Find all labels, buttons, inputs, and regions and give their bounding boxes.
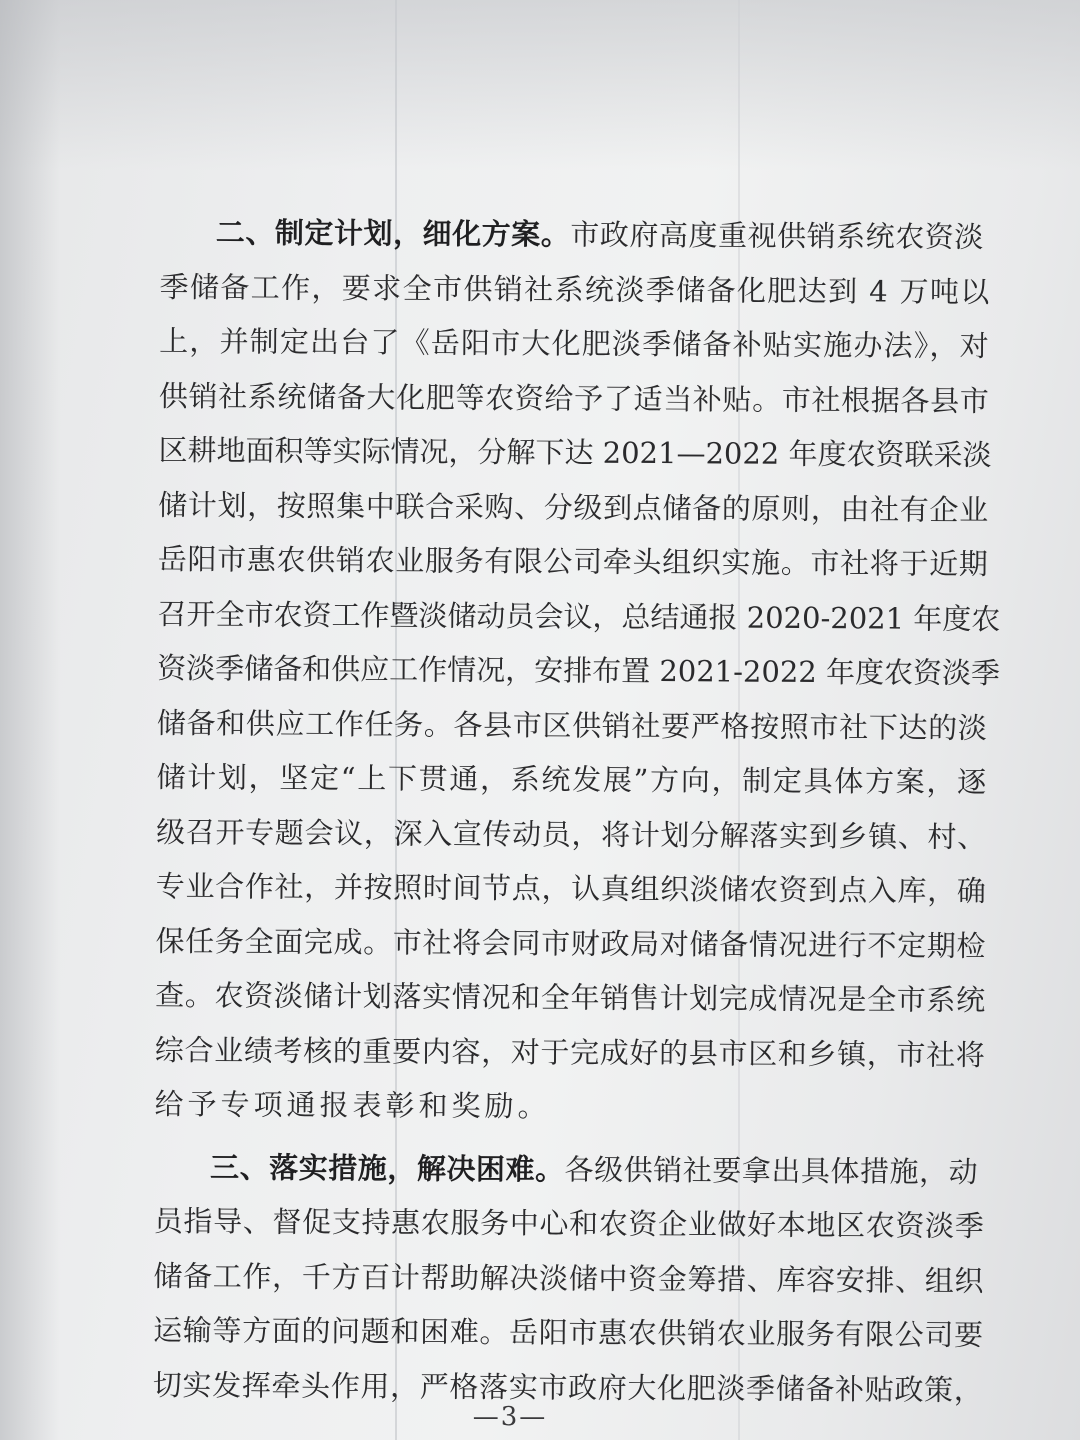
section3-first-line bbox=[154, 1139, 984, 1199]
body-line: 季储备工作，要求全市供销社系统淡季储备化肥达到 4 万吨以 bbox=[159, 269, 991, 309]
body-line: 运输等方面的问题和困难。岳阳市惠农供销农业服务有限公司要 bbox=[153, 1312, 984, 1353]
page-shadow-top bbox=[0, 0, 1080, 170]
page-shadow-left bbox=[0, 0, 60, 1440]
body-line: 岳阳市惠农供销农业服务有限公司牵头组织实施。市社将于近期 bbox=[157, 541, 989, 582]
document-body bbox=[152, 205, 1001, 1417]
body-line: 市政府高度重视供销系统农资淡 bbox=[570, 217, 985, 255]
body-line: 储备和供应工作任务。各县市区供销社要严格按照市社下达的淡 bbox=[156, 705, 988, 745]
section3-heading: 三、落实措施，解决困难。 bbox=[210, 1149, 565, 1186]
body-line: 储计划，坚定“上下贯通，系统发展”方向，制定具体方案，逐 bbox=[156, 759, 988, 800]
body-line: 供销社系统储备大化肥等农资给予了适当补贴。市社根据各县市 bbox=[158, 378, 990, 418]
body-line: 储计划，按照集中联合采购、分级到点储备的原则，由社有企业 bbox=[158, 487, 989, 527]
body-line: 级召开专题会议，深入宣传动员，将计划分解落实到乡镇、村、 bbox=[156, 814, 987, 854]
body-line: 各级供销社要拿出具体措施，动 bbox=[564, 1151, 979, 1189]
section2-first-line bbox=[160, 205, 990, 265]
body-line: 给予专项通报表彰和奖励。 bbox=[154, 1086, 551, 1124]
body-line: 保任务全面完成。市社将会同市财政局对储备情况进行不定期检 bbox=[155, 923, 987, 963]
body-line: 资淡季储备和供应工作情况，安排布置 2021-2022 年度农资淡季 bbox=[157, 650, 1001, 691]
page-number: —3— bbox=[472, 1402, 548, 1432]
body-line: 上，并制定出台了《岳阳市大化肥淡季储备补贴实施办法》，对 bbox=[159, 323, 990, 364]
section2-heading: 二、制定计划，细化方案。 bbox=[215, 215, 571, 252]
body-line: 员指导、督促支持惠农服务中心和农资企业做好本地区农资淡季 bbox=[153, 1203, 985, 1244]
body-line: 查。农资淡储计划落实情况和全年销售计划完成情况是全市系统 bbox=[155, 977, 986, 1018]
body-line: 储备工作，千方百计帮助解决淡储中资金筹措、库容安排、组织 bbox=[153, 1258, 985, 1298]
body-line: 召开全市农资工作暨淡储动员会议，总结通报 2020-2021 年度农 bbox=[157, 596, 1001, 636]
body-line: 切实发挥牵头作用，严格落实市政府大化肥淡季储备补贴政策， bbox=[152, 1367, 984, 1407]
body-line: 区耕地面积等实际情况，分解下达 2021—2022 年度农资联采淡 bbox=[158, 432, 992, 473]
body-line: 专业合作社，并按照时间节点，认真组织淡储农资到点入库，确 bbox=[155, 868, 987, 909]
body-line: 综合业绩考核的重要内容，对于完成好的县市区和乡镇，市社将 bbox=[154, 1032, 986, 1072]
